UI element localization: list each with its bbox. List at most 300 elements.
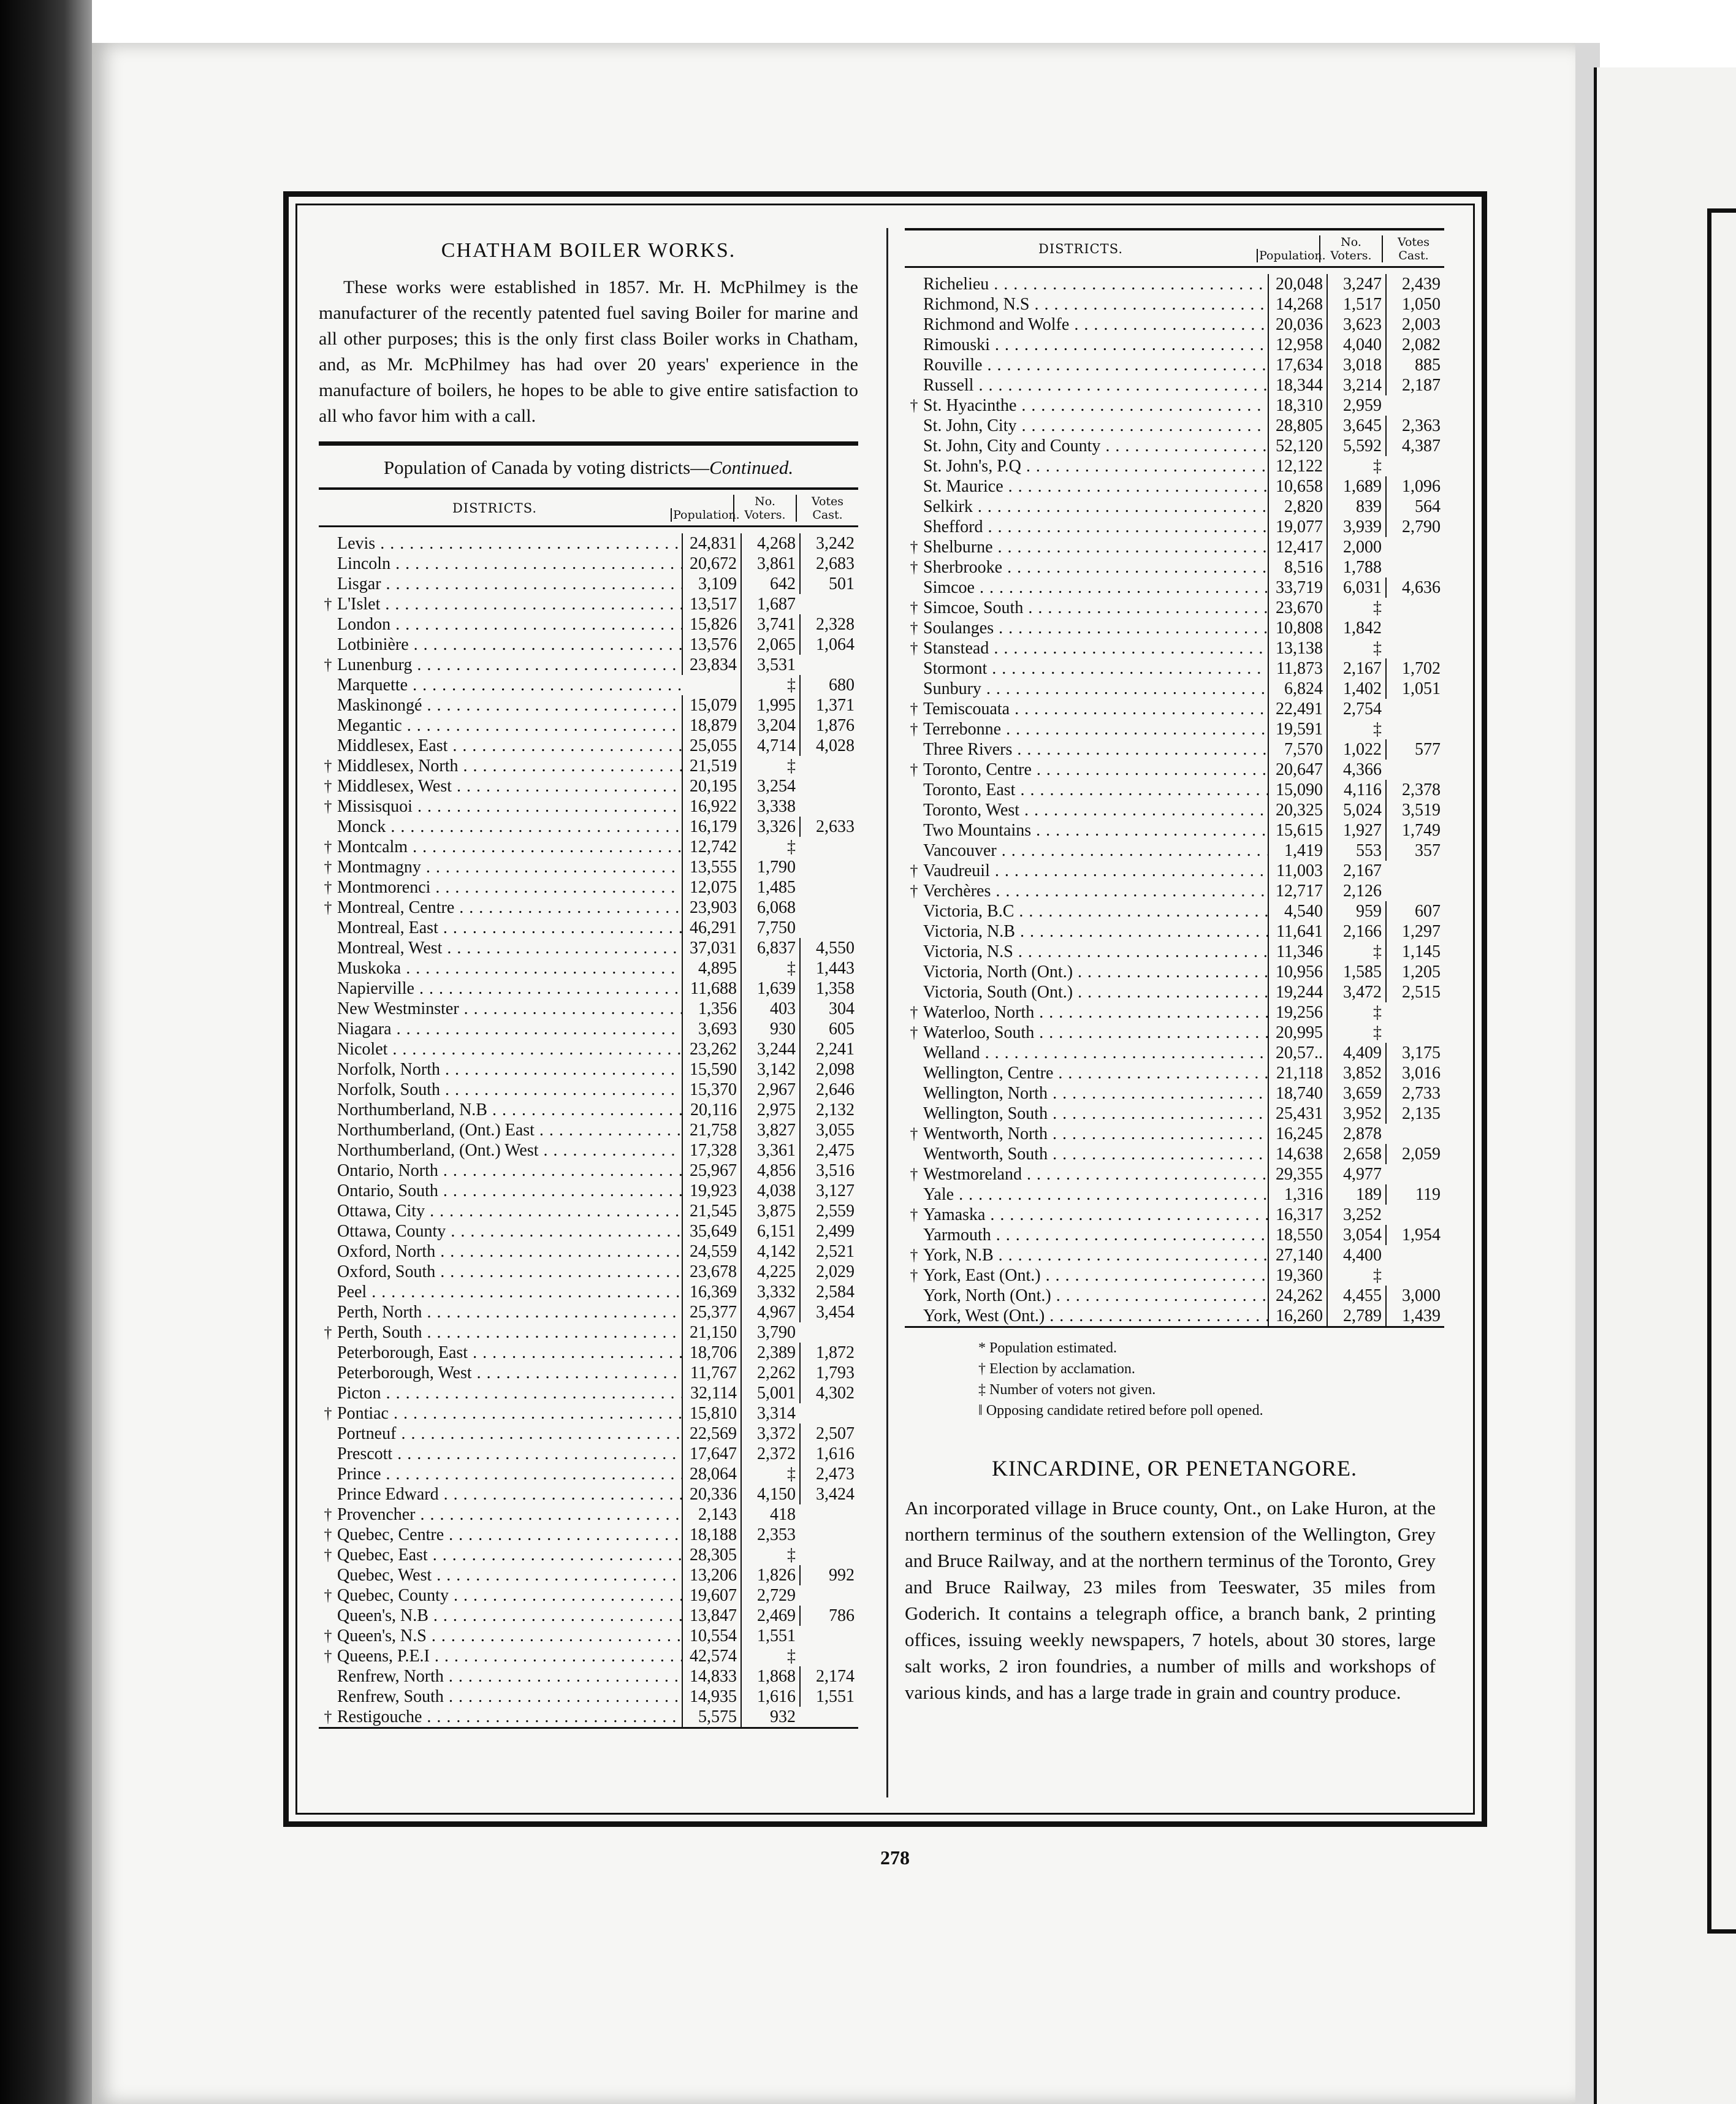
acclamation-mark: † [324, 1587, 332, 1604]
acclamation-mark: † [324, 879, 332, 896]
votes-cell: 1,297 [1385, 921, 1444, 942]
population-cell: 20,048 [1268, 274, 1327, 294]
table-row [319, 817, 858, 837]
district-name: Selkirk . . . [923, 497, 1268, 517]
votes-cell: 4,028 [799, 736, 858, 756]
voters-cell: 4,967 [740, 1302, 799, 1322]
table-row [905, 962, 1444, 982]
voters-cell: 2,789 [1327, 1306, 1385, 1326]
table-row [319, 776, 858, 796]
voters-cell: 3,952 [1327, 1103, 1385, 1124]
voters-cell: 403 [740, 999, 799, 1019]
table-row [905, 598, 1444, 618]
voters-cell: 3,314 [740, 1403, 799, 1424]
district-name: Vancouver . . . [923, 840, 1268, 861]
population-cell: 20,036 [1268, 314, 1327, 335]
votes-cell: 2,790 [1385, 517, 1444, 537]
table-row [319, 1363, 858, 1383]
population-cell: 16,260 [1268, 1306, 1327, 1326]
table-row [905, 274, 1444, 294]
population-cell: 19,923 [682, 1181, 740, 1201]
population-cell: 15,590 [682, 1059, 740, 1080]
column-separator [886, 228, 888, 1797]
votes-cell: 2,241 [799, 1039, 858, 1059]
population-cell: 10,808 [1268, 618, 1327, 638]
voters-cell: 1,689 [1327, 476, 1385, 497]
table-row [905, 1164, 1444, 1184]
advert-body: These works were established in 1857. Mr. H. McPhilmey is the manufacturer of the recently patented fuel saving Boiler for marine and all other purposes; this is the only first class Boiler works in Chatham, and, as Mr. McPhilmey has had over 20 years' experience in the manufacture of boilers, he hopes to be able to give entire satisfaction to all who favor him with a call. [319, 277, 858, 426]
table-row [905, 982, 1444, 1002]
population-cell: 7,570 [1268, 739, 1327, 760]
district-name: Montcalm . . . [337, 837, 682, 857]
acclamation-mark: † [910, 1125, 918, 1143]
voters-cell: 3,247 [1327, 274, 1385, 294]
table-row [319, 655, 858, 675]
voters-cell: 1,788 [1327, 557, 1385, 577]
table-row [319, 1059, 858, 1080]
population-cell: 25,377 [682, 1302, 740, 1322]
district-name: Megantic . . . [337, 715, 682, 736]
voters-cell: 3,018 [1327, 355, 1385, 375]
voters-cell: 1,842 [1327, 618, 1385, 638]
population-cell: 20,325 [1268, 800, 1327, 820]
voters-cell: 2,469 [740, 1606, 799, 1626]
votes-cell: 1,551 [799, 1687, 858, 1707]
table-row [905, 699, 1444, 719]
district-name: St. John, City . . . [923, 416, 1268, 436]
note: ‖ Opposing candidate retired before poll opened. [978, 1403, 1263, 1419]
table-row [319, 1525, 858, 1545]
voters-cell: 3,852 [1327, 1063, 1385, 1083]
district-name: Two Mountains . . . [923, 820, 1268, 840]
votes-cell: 1,358 [799, 978, 858, 999]
table-row [319, 918, 858, 938]
district-name: Toronto, East . . . [923, 780, 1268, 800]
district-name: Richmond and Wolfe . . . [923, 314, 1268, 335]
population-cell: 20,647 [1268, 760, 1327, 780]
votes-cell: 1,793 [799, 1363, 858, 1383]
voters-cell: 2,353 [740, 1525, 799, 1545]
votes-cell: 2,363 [1385, 416, 1444, 436]
district-name: Terrebonne . . . [923, 719, 1268, 739]
votes-cell: 2,633 [799, 817, 858, 837]
table-row [905, 314, 1444, 335]
population-cell: 24,831 [682, 533, 740, 554]
voters-cell: 1,790 [740, 857, 799, 877]
voters-cell: 5,001 [740, 1383, 799, 1403]
votes-cell: 2,174 [799, 1666, 858, 1687]
district-name: Montreal, East . . . [337, 918, 682, 938]
voters-cell: 4,268 [740, 533, 799, 554]
table-body-left [319, 527, 858, 1729]
district-name: Quebec, West . . . [337, 1565, 682, 1585]
population-cell: 10,658 [1268, 476, 1327, 497]
table-row [319, 1140, 858, 1161]
population-cell: 25,967 [682, 1161, 740, 1181]
table-row [319, 695, 858, 715]
population-cell: 21,519 [682, 756, 740, 776]
district-name: York, West (Ont.) . . . [923, 1306, 1268, 1326]
acclamation-mark: † [910, 1246, 918, 1264]
table-row [905, 1144, 1444, 1164]
population-cell: 13,847 [682, 1606, 740, 1626]
voters-cell: 6,837 [740, 938, 799, 958]
votes-cell: 3,424 [799, 1484, 858, 1504]
table-row [319, 978, 858, 999]
district-name: Three Rivers . . . [923, 739, 1268, 760]
table-row [319, 1484, 858, 1504]
votes-cell: 2,132 [799, 1100, 858, 1120]
voters-cell: 3,361 [740, 1140, 799, 1161]
votes-cell: 3,016 [1385, 1063, 1444, 1083]
table-row [905, 375, 1444, 395]
acclamation-mark: † [324, 1546, 332, 1564]
voters-cell: ‡ [740, 958, 799, 978]
population-cell: 25,431 [1268, 1103, 1327, 1124]
voters-cell: 2,166 [1327, 921, 1385, 942]
table-row [905, 436, 1444, 456]
acclamation-mark: † [910, 538, 918, 556]
votes-cell: 564 [1385, 497, 1444, 517]
population-cell: 19,607 [682, 1585, 740, 1606]
population-cell: 33,719 [1268, 577, 1327, 598]
district-name: Niagara . . . [337, 1019, 682, 1039]
votes-cell: 1,064 [799, 635, 858, 655]
population-cell: 32,114 [682, 1383, 740, 1403]
district-name: Toronto, Centre . . . [923, 760, 1268, 780]
header-districts: DISTRICTS. [452, 501, 538, 516]
table-row [905, 719, 1444, 739]
district-name: Marquette . . . [337, 675, 682, 695]
votes-cell: 3,127 [799, 1181, 858, 1201]
votes-cell: 2,135 [1385, 1103, 1444, 1124]
population-cell: 24,262 [1268, 1286, 1327, 1306]
votes-cell: 2,187 [1385, 375, 1444, 395]
table-row [319, 1039, 858, 1059]
header-voters: No. Voters. [1319, 235, 1382, 262]
table-row [905, 355, 1444, 375]
voters-cell: 189 [1327, 1184, 1385, 1205]
district-name: Provencher . . . [337, 1504, 682, 1525]
voters-cell: 642 [740, 574, 799, 594]
district-name: Russell . . . [923, 375, 1268, 395]
district-name: Middlesex, West . . . [337, 776, 682, 796]
table-row [905, 820, 1444, 840]
district-name: Prescott . . . [337, 1444, 682, 1464]
table-row [319, 1241, 858, 1262]
population-cell: 19,077 [1268, 517, 1327, 537]
header-population: Population. [671, 508, 733, 522]
acclamation-mark: † [324, 858, 332, 876]
voters-cell: 2,658 [1327, 1144, 1385, 1164]
table-row [319, 614, 858, 635]
header-districts: DISTRICTS. [1038, 242, 1124, 256]
table-row [319, 1606, 858, 1626]
table-row [319, 1302, 858, 1322]
district-name: Oxford, South . . . [337, 1262, 682, 1282]
table-row [319, 898, 858, 918]
table-row [319, 837, 858, 857]
population-cell: 21,758 [682, 1120, 740, 1140]
population-cell: 4,895 [682, 958, 740, 978]
votes-cell: 885 [1385, 355, 1444, 375]
section-rule [319, 441, 858, 446]
table-row [905, 517, 1444, 537]
votes-cell: 3,516 [799, 1161, 858, 1181]
voters-cell: ‡ [1327, 942, 1385, 962]
votes-cell: 2,521 [799, 1241, 858, 1262]
voters-cell: 6,031 [1327, 577, 1385, 598]
table-row [905, 1306, 1444, 1326]
voters-cell: 2,389 [740, 1343, 799, 1363]
table-row [319, 1322, 858, 1343]
table-row [319, 938, 858, 958]
votes-cell: 2,098 [799, 1059, 858, 1080]
votes-cell: 607 [1385, 901, 1444, 921]
district-name: York, N.B . . . [923, 1245, 1268, 1265]
table-row [905, 921, 1444, 942]
table-row [905, 537, 1444, 557]
votes-cell: 1,876 [799, 715, 858, 736]
table-row [319, 1504, 858, 1525]
population-cell: 21,150 [682, 1322, 740, 1343]
population-cell: 12,742 [682, 837, 740, 857]
table-row [905, 901, 1444, 921]
population-cell: 11,003 [1268, 861, 1327, 881]
population-cell: 15,079 [682, 695, 740, 715]
header-votes: Votes Cast. [796, 495, 858, 522]
district-name: Prince Edward . . . [337, 1484, 682, 1504]
voters-cell: 2,000 [1327, 537, 1385, 557]
votes-cell: 2,646 [799, 1080, 858, 1100]
voters-cell: ‡ [1327, 719, 1385, 739]
votes-cell: 1,872 [799, 1343, 858, 1363]
acclamation-mark: † [910, 1206, 918, 1224]
district-name: St. John, City and County . . . [923, 436, 1268, 456]
district-name: Oxford, North . . . [337, 1241, 682, 1262]
district-name: Verchères . . . [923, 881, 1268, 901]
population-cell: 18,310 [1268, 395, 1327, 416]
table-row [319, 1181, 858, 1201]
voters-cell: 1,687 [740, 594, 799, 614]
district-name: Lotbinière . . . [337, 635, 682, 655]
table-row [905, 840, 1444, 861]
population-cell: 8,516 [1268, 557, 1327, 577]
votes-cell: 2,029 [799, 1262, 858, 1282]
table-row [319, 1120, 858, 1140]
population-cell: 13,555 [682, 857, 740, 877]
votes-cell: 1,205 [1385, 962, 1444, 982]
voters-cell: 3,372 [740, 1424, 799, 1444]
table-row [319, 1383, 858, 1403]
table-row [905, 638, 1444, 658]
table-row [905, 395, 1444, 416]
population-cell: 29,355 [1268, 1164, 1327, 1184]
district-name: Victoria, South (Ont.) . . . [923, 982, 1268, 1002]
population-cell: 22,491 [1268, 699, 1327, 719]
population-cell: 23,678 [682, 1262, 740, 1282]
votes-cell: 357 [1385, 840, 1444, 861]
population-cell: 4,540 [1268, 901, 1327, 921]
voters-cell: 5,592 [1327, 436, 1385, 456]
table-row [319, 1444, 858, 1464]
voters-cell: ‡ [740, 1545, 799, 1565]
district-name: Levis . . . [337, 533, 682, 554]
population-cell: 18,879 [682, 715, 740, 736]
district-name: Victoria, N.S . . . [923, 942, 1268, 962]
population-cell: 20,995 [1268, 1023, 1327, 1043]
header-voters: No. Voters. [733, 495, 796, 522]
district-name: St. Maurice . . . [923, 476, 1268, 497]
note: ‡ Number of voters not given. [978, 1382, 1156, 1398]
acclamation-mark: † [910, 1267, 918, 1284]
voters-cell: 3,254 [740, 776, 799, 796]
table-row [319, 574, 858, 594]
table-row [319, 1626, 858, 1646]
votes-cell: 4,387 [1385, 436, 1444, 456]
population-cell: 19,244 [1268, 982, 1327, 1002]
voters-cell: 3,244 [740, 1039, 799, 1059]
votes-cell: 2,733 [1385, 1083, 1444, 1103]
population-cell: 16,317 [1268, 1205, 1327, 1225]
acclamation-mark: † [324, 1405, 332, 1422]
votes-cell: 2,515 [1385, 982, 1444, 1002]
district-name: Queen's, N.B . . . [337, 1606, 682, 1626]
district-name: Peterborough, West . . . [337, 1363, 682, 1383]
population-cell: 6,824 [1268, 679, 1327, 699]
district-name: Maskinongé . . . [337, 695, 682, 715]
table-row [905, 618, 1444, 638]
table-row [905, 1124, 1444, 1144]
acclamation-mark: † [324, 1708, 332, 1726]
voters-cell: 3,939 [1327, 517, 1385, 537]
votes-cell: 1,051 [1385, 679, 1444, 699]
population-cell: 37,031 [682, 938, 740, 958]
table-row [905, 1103, 1444, 1124]
table-row [319, 1161, 858, 1181]
district-name: Soulanges . . . [923, 618, 1268, 638]
table-row [905, 800, 1444, 820]
table-row [905, 335, 1444, 355]
table-row [319, 1666, 858, 1687]
population-cell: 13,206 [682, 1565, 740, 1585]
district-name: Wellington, Centre . . . [923, 1063, 1268, 1083]
voters-cell: 1,868 [740, 1666, 799, 1687]
voters-cell: 4,714 [740, 736, 799, 756]
population-cell: 23,834 [682, 655, 740, 675]
voters-cell: 4,038 [740, 1181, 799, 1201]
population-cell: 28,064 [682, 1464, 740, 1484]
district-name: Temiscouata . . . [923, 699, 1268, 719]
district-name: Ottawa, City . . . [337, 1201, 682, 1221]
population-cell: 3,693 [682, 1019, 740, 1039]
table-row [905, 1205, 1444, 1225]
table-row [319, 1343, 858, 1363]
population-cell: 11,346 [1268, 942, 1327, 962]
district-name: Wellington, South . . . [923, 1103, 1268, 1124]
voters-cell: 1,826 [740, 1565, 799, 1585]
voters-cell: 3,790 [740, 1322, 799, 1343]
population-cell: 1,316 [1268, 1184, 1327, 1205]
acclamation-mark: † [324, 1647, 332, 1665]
voters-cell: 1,485 [740, 877, 799, 898]
district-name: Sunbury . . . [923, 679, 1268, 699]
population-cell: 19,360 [1268, 1265, 1327, 1286]
voters-cell: 6,068 [740, 898, 799, 918]
voters-cell: 4,977 [1327, 1164, 1385, 1184]
acclamation-mark: † [910, 720, 918, 738]
district-name: Montreal, West . . . [337, 938, 682, 958]
voters-cell: 6,151 [740, 1221, 799, 1241]
acclamation-mark: † [324, 838, 332, 856]
table-row [905, 679, 1444, 699]
voters-cell: 3,214 [1327, 375, 1385, 395]
voters-cell: ‡ [1327, 638, 1385, 658]
voters-cell: 1,517 [1327, 294, 1385, 314]
table-row [319, 533, 858, 554]
table-row [905, 294, 1444, 314]
voters-cell: ‡ [740, 1646, 799, 1666]
population-cell: 16,922 [682, 796, 740, 817]
voters-cell: 2,372 [740, 1444, 799, 1464]
acclamation-mark: † [324, 1506, 332, 1523]
votes-cell: 2,584 [799, 1282, 858, 1302]
table-row [319, 635, 858, 655]
votes-cell: 1,616 [799, 1444, 858, 1464]
table-row [905, 1245, 1444, 1265]
population-cell: 15,826 [682, 614, 740, 635]
district-name: Prince . . . [337, 1464, 682, 1484]
population-cell: 16,369 [682, 1282, 740, 1302]
district-name: Northumberland, (Ont.) West . . . [337, 1140, 682, 1161]
table-row [319, 1221, 858, 1241]
voters-cell: 930 [740, 1019, 799, 1039]
district-name: New Westminster . . . [337, 999, 682, 1019]
population-cell: 13,517 [682, 594, 740, 614]
acclamation-mark: † [910, 761, 918, 779]
district-name: Norfolk, South . . . [337, 1080, 682, 1100]
voters-cell: 3,659 [1327, 1083, 1385, 1103]
district-name: Shelburne . . . [923, 537, 1268, 557]
votes-cell: 1,702 [1385, 658, 1444, 679]
population-cell: 1,419 [1268, 840, 1327, 861]
voters-cell: 3,472 [1327, 982, 1385, 1002]
votes-cell: 2,003 [1385, 314, 1444, 335]
voters-cell: 3,875 [740, 1201, 799, 1221]
district-name: Northumberland, (Ont.) East . . . [337, 1120, 682, 1140]
population-cell: 19,256 [1268, 1002, 1327, 1023]
district-name: Yamaska . . . [923, 1205, 1268, 1225]
voters-cell: 3,861 [740, 554, 799, 574]
right-column [905, 228, 1444, 1706]
district-name: Nicolet . . . [337, 1039, 682, 1059]
population-cell: 18,740 [1268, 1083, 1327, 1103]
population-cell: 15,370 [682, 1080, 740, 1100]
table-header-right [905, 228, 1444, 268]
left-column [319, 233, 858, 1729]
district-name: Renfrew, South . . . [337, 1687, 682, 1707]
votes-cell: 2,059 [1385, 1144, 1444, 1164]
table-row [319, 736, 858, 756]
voters-cell: 3,326 [740, 817, 799, 837]
voters-cell: 1,927 [1327, 820, 1385, 840]
voters-cell: 3,252 [1327, 1205, 1385, 1225]
table-body-right [905, 268, 1444, 1328]
header-votes: Votes Cast. [1382, 235, 1444, 262]
population-cell: 15,810 [682, 1403, 740, 1424]
acclamation-mark: † [324, 595, 332, 613]
table-row [319, 1019, 858, 1039]
